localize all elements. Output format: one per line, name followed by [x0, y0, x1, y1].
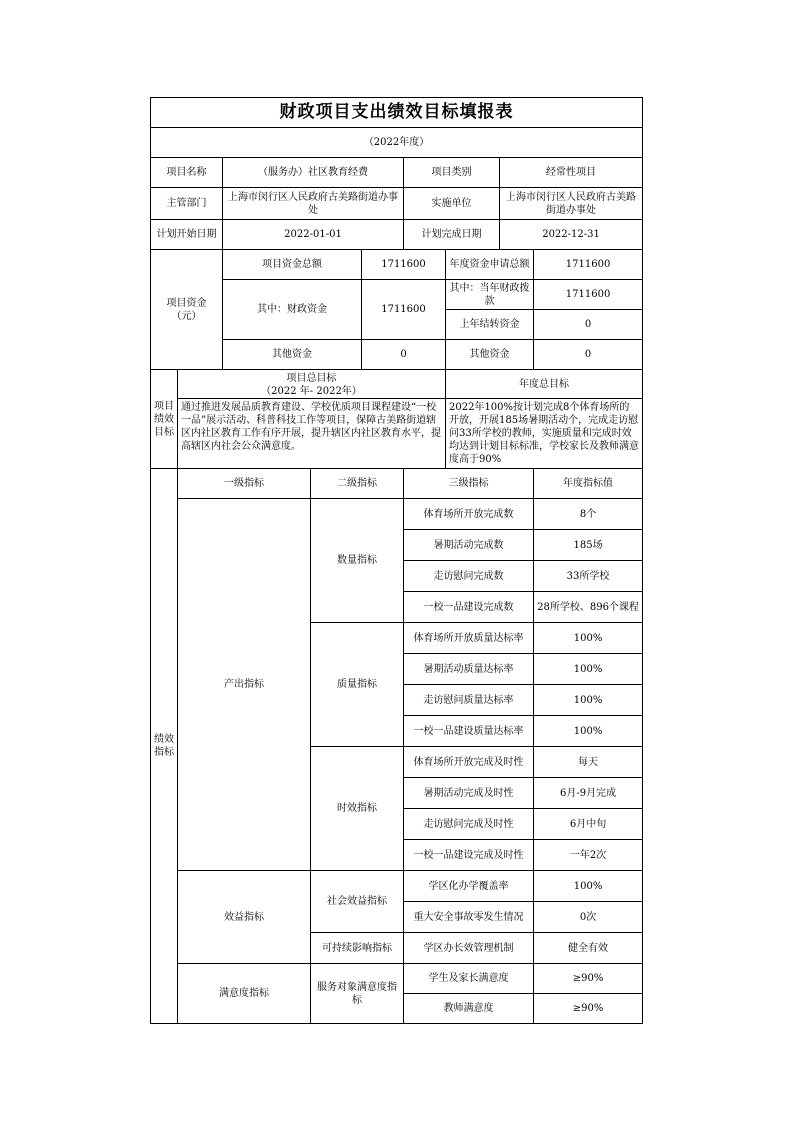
project-name-value: （服务办）社区教育经费 [223, 158, 404, 188]
indicator-value: 100% [534, 685, 643, 716]
indicator-name: 体育场所开放完成及时性 [404, 747, 534, 778]
indicator-name: 一校一品建设质量达标率 [404, 716, 534, 747]
overall-goal-label: 项目总目标 （2022 年- 2022年） [178, 370, 446, 399]
form-title: 财政项目支出绩效目标填报表 [151, 98, 643, 128]
indicator-value: 100% [534, 716, 643, 747]
level1-header: 一级指标 [178, 469, 311, 499]
start-date-value: 2022-01-01 [223, 220, 404, 250]
fiscal-funds-label: 其中：财政资金 [223, 280, 362, 340]
overall-goal-text: 通过推进发展品质教育建设、学校优质项目课程建设“一校一品”展示活动、科普科技工作等项目，保障古美路街道辖区内社区教育工作有序开展，提升辖区内社区教育水平，提高辖区内社会公众满意度。 [178, 399, 446, 469]
social-benefit-indicator: 社会效益指标 [311, 871, 404, 933]
indicator-name: 教师满意度 [404, 994, 534, 1024]
service-satisfaction-indicator: 服务对象满意度指标 [311, 964, 404, 1024]
indicator-value: 28所学校、896个课程 [534, 592, 643, 623]
indicator-value: 33所学校 [534, 561, 643, 592]
indicator-value: 8个 [534, 499, 643, 530]
end-date-value: 2022-12-31 [500, 220, 643, 250]
sustain-indicator: 可持续影响指标 [311, 933, 404, 964]
indicator-name: 一校一品建设完成及时性 [404, 840, 534, 871]
satisfaction-indicator: 满意度指标 [178, 964, 311, 1024]
indicator-name: 体育场所开放质量达标率 [404, 623, 534, 654]
indicator-value: 100% [534, 871, 643, 902]
carryover-value: 0 [534, 310, 643, 340]
indicator-value: 健全有效 [534, 933, 643, 964]
annual-funds-value: 1711600 [534, 250, 643, 280]
end-date-label: 计划完成日期 [404, 220, 500, 250]
other-funds-value: 0 [362, 340, 446, 370]
other-funds-label: 其他资金 [223, 340, 362, 370]
indicator-name: 走访慰问质量达标率 [404, 685, 534, 716]
annual-goal-text: 2022年100%按计划完成8个体育场所的开放，开展185场暑期活动个，完成走访慰问33所学校的教师，实施质量和完成时效均达到计划目标标准，学校家长及教师满意度高于90% [446, 399, 643, 469]
total-funds-label: 项目资金总额 [223, 250, 362, 280]
indicator-name: 体育场所开放完成数 [404, 499, 534, 530]
unit-value: 上海市闵行区人民政府古美路街道办事处 [500, 188, 643, 220]
goals-label: 项目 绩效 目标 [151, 370, 178, 469]
annual-goal-label: 年度总目标 [446, 370, 643, 399]
indicator-name: 一校一品建设完成数 [404, 592, 534, 623]
indicator-name: 学区化办学覆盖率 [404, 871, 534, 902]
level3-header: 三级指标 [404, 469, 534, 499]
indicators-label: 绩效 指标 [151, 469, 178, 1024]
performance-form-table [150, 97, 643, 1024]
indicator-name: 走访慰问完成数 [404, 561, 534, 592]
indicator-value: ≥90% [534, 964, 643, 994]
indicator-value: 0次 [534, 902, 643, 933]
indicator-value: 100% [534, 623, 643, 654]
indicator-value: ≥90% [534, 994, 643, 1024]
indicator-value: 100% [534, 654, 643, 685]
dept-value: 上海市闵行区人民政府古美路街道办事处 [223, 188, 404, 220]
dept-label: 主管部门 [151, 188, 223, 220]
benefit-indicator: 效益指标 [178, 871, 311, 964]
indicator-name: 暑期活动完成及时性 [404, 778, 534, 809]
indicator-name: 学生及家长满意度 [404, 964, 534, 994]
current-fiscal-value: 1711600 [534, 280, 643, 310]
output-indicator: 产出指标 [178, 499, 311, 871]
start-date-label: 计划开始日期 [151, 220, 223, 250]
fiscal-funds-value: 1711600 [362, 280, 446, 340]
indicator-value: 每天 [534, 747, 643, 778]
category-label: 项目类别 [404, 158, 500, 188]
carryover-label: 上年结转资金 [446, 310, 534, 340]
indicator-name: 暑期活动质量达标率 [404, 654, 534, 685]
project-name-label: 项目名称 [151, 158, 223, 188]
form-year: （2022年度） [151, 128, 643, 158]
level2-header: 二级指标 [311, 469, 404, 499]
indicator-name: 重大安全事故零发生情况 [404, 902, 534, 933]
current-fiscal-label: 其中：当年财政拨款 [446, 280, 534, 310]
indicator-value: 6月中旬 [534, 809, 643, 840]
quantity-indicator: 数量指标 [311, 499, 404, 623]
annual-funds-label: 年度资金申请总额 [446, 250, 534, 280]
indicator-value: 185场 [534, 530, 643, 561]
category-value: 经常性项目 [500, 158, 643, 188]
indicator-value: 6月-9月完成 [534, 778, 643, 809]
indicator-name: 学区办长效管理机制 [404, 933, 534, 964]
timeliness-indicator: 时效指标 [311, 747, 404, 871]
total-funds-value: 1711600 [362, 250, 446, 280]
quality-indicator: 质量指标 [311, 623, 404, 747]
indicator-name: 走访慰问完成及时性 [404, 809, 534, 840]
unit-label: 实施单位 [404, 188, 500, 220]
other-funds2-value: 0 [534, 340, 643, 370]
funds-label: 项目资金 （元） [151, 250, 223, 370]
indicator-value: 一年2次 [534, 840, 643, 871]
other-funds2-label: 其他资金 [446, 340, 534, 370]
indicator-name: 暑期活动完成数 [404, 530, 534, 561]
value-header: 年度指标值 [534, 469, 643, 499]
